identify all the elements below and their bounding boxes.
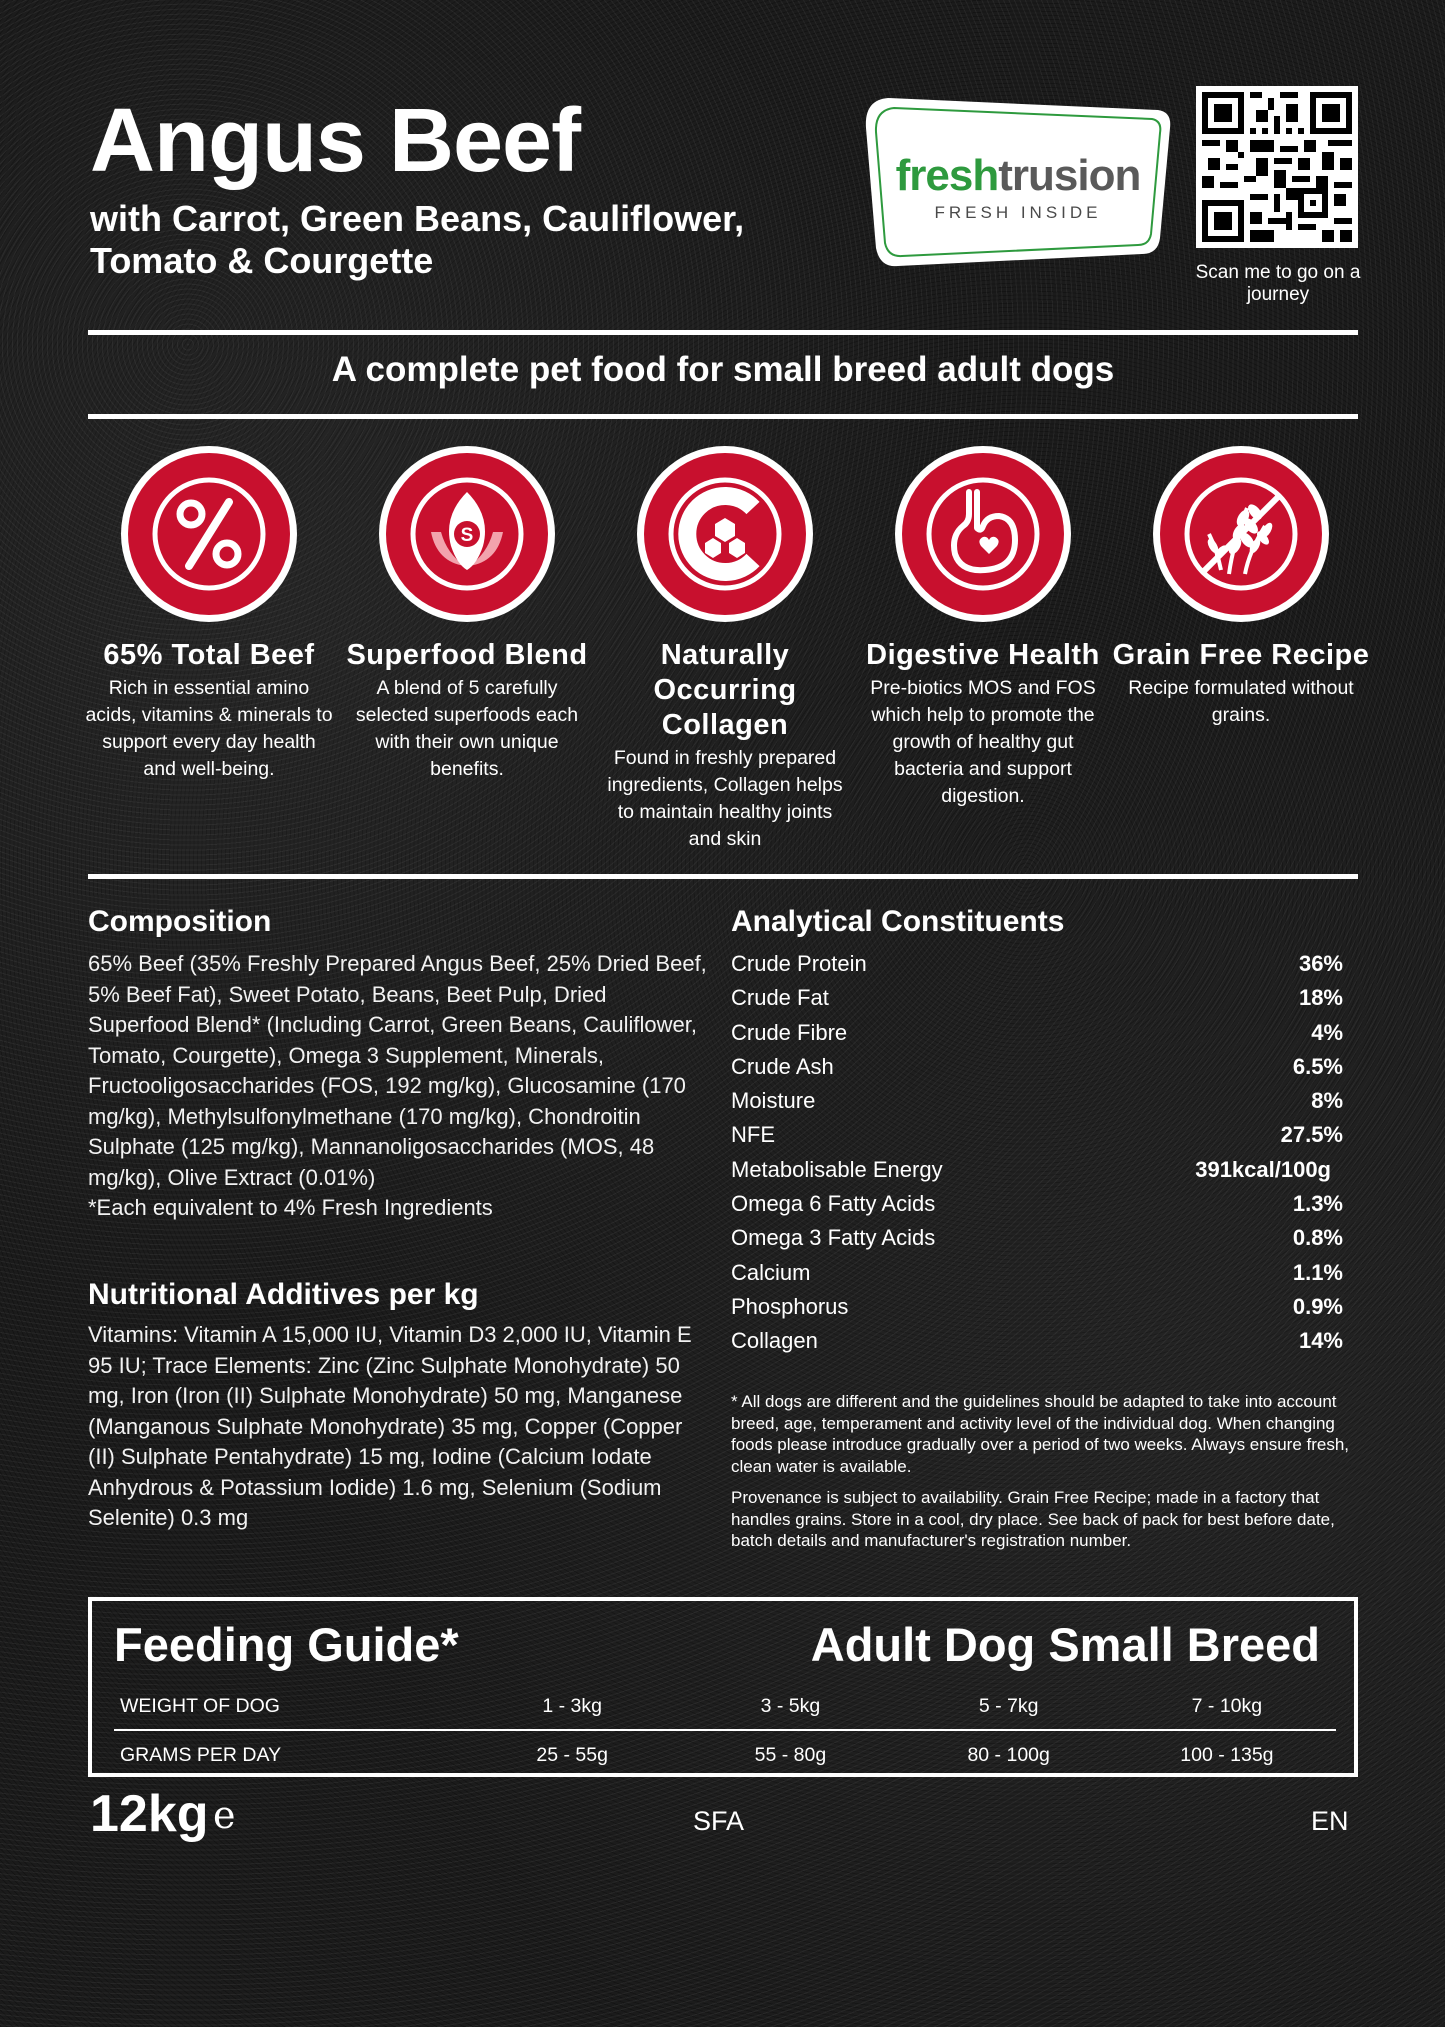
feature-text: Pre-biotics MOS and FOS which help to promote the growth of healthy gut bacteria and support digestion. — [870, 677, 1096, 807]
product-tagline: A complete pet food for small breed adult dogs — [331, 350, 1115, 389]
constituent-name: Crude Protein — [731, 951, 867, 976]
feature-text: A blend of 5 carefully selected superfoods each with their own unique benefits. — [355, 677, 579, 780]
constituent-value: 36% — [1298, 951, 1343, 976]
table-row — [731, 1290, 1345, 1324]
constituent-name: Crude Ash — [731, 1053, 834, 1079]
constituent-name: Collagen — [731, 1328, 818, 1354]
percent-icon — [149, 474, 269, 594]
constituent-value: 8% — [1311, 1088, 1343, 1114]
feature-badge — [379, 446, 555, 622]
composition-text — [88, 949, 708, 1224]
constituent-value: 391kcal/100g — [1195, 1156, 1331, 1182]
table-row — [731, 947, 1345, 981]
table-row — [731, 981, 1345, 1015]
constituent-value: 6.5% — [1292, 1053, 1343, 1079]
table-row — [731, 1016, 1345, 1050]
estimated-sign: e — [213, 1793, 236, 1837]
feature-badge — [895, 446, 1071, 622]
table-cell: 25 - 55g — [536, 1743, 608, 1766]
table-row — [731, 1324, 1345, 1358]
table-cell: 80 - 100g — [967, 1743, 1050, 1766]
table-row — [731, 1256, 1345, 1290]
table-cell: 7 - 10kg — [1191, 1694, 1263, 1717]
constituent-value: 0.9% — [1292, 1293, 1343, 1319]
feeding-guide-subtitle: Adult Dog Small Breed — [810, 1618, 1320, 1671]
table-cell: 3 - 5kg — [760, 1694, 821, 1717]
logo-tagline: FRESH INSIDE — [934, 203, 1102, 222]
feature-title: Superfood Blend — [346, 639, 588, 671]
table-row — [731, 1084, 1345, 1118]
additives-heading: Nutritional Additives per kg — [88, 1278, 479, 1311]
qr-caption: Scan me to go on a journey — [1195, 262, 1361, 305]
superfood-leaf-icon — [407, 474, 527, 594]
svg-text:freshtrusion — [896, 151, 1141, 200]
analytical-table — [731, 947, 1345, 1359]
constituent-name: Moisture — [731, 1088, 816, 1114]
feature-digestive — [854, 446, 1112, 866]
svg-text:S: S — [460, 525, 474, 546]
constituent-name: Calcium — [731, 1259, 811, 1285]
constituent-value: 27.5% — [1280, 1122, 1343, 1148]
feature-list — [80, 446, 1370, 866]
table-cell: 100 - 135g — [1180, 1743, 1274, 1766]
table-row — [731, 1050, 1345, 1084]
constituent-value: 4% — [1311, 1019, 1343, 1045]
constituent-value: 1.3% — [1292, 1191, 1343, 1217]
table-cell: 55 - 80g — [754, 1743, 827, 1766]
feature-title: Grain Free Recipe — [1112, 639, 1370, 671]
constituent-value: 14% — [1298, 1328, 1343, 1354]
logo-word-fresh: fresh — [895, 151, 999, 200]
feature-collagen — [596, 446, 854, 866]
constituent-name: Crude Fat — [731, 985, 829, 1011]
constituent-name: Phosphorus — [731, 1293, 849, 1319]
table-cell: 1 - 3kg — [542, 1694, 602, 1717]
net-weight: 12kg — [90, 1785, 209, 1843]
feature-badge — [637, 446, 813, 622]
freshtrusion-logo — [858, 88, 1178, 274]
feature-text: Found in freshly prepared ingredients, Collagen helps to maintain healthy joints and skin — [607, 747, 843, 850]
table-row — [114, 1731, 1336, 1779]
language-code: EN — [1311, 1806, 1349, 1836]
feature-total-beef — [80, 446, 338, 866]
table-row — [731, 1153, 1345, 1187]
feature-title: Naturally Occurring Collagen — [653, 639, 797, 741]
feeding-note: * All dogs are different and the guidelines should be adapted to take into account breed, age, temperament and activity level of the individual dog. When changing foods please introduce gradually over a period of two weeks. Always ensure fresh, clean water is available. — [731, 1392, 1350, 1476]
constituent-name: Omega 6 Fatty Acids — [731, 1191, 936, 1217]
composition-heading: Composition — [88, 905, 272, 938]
table-row — [731, 1118, 1345, 1152]
product-title: Angus Beef — [90, 91, 581, 191]
table-row — [731, 1187, 1345, 1221]
feature-title: Digestive Health — [866, 639, 1100, 671]
feature-title: 65% Total Beef — [103, 639, 315, 671]
product-subtitle: with Carrot, Green Beans, Cauliflower, Tomato & Courgette — [90, 198, 745, 281]
qr-code[interactable] — [1196, 86, 1358, 248]
no-grain-icon — [1181, 474, 1301, 594]
divider — [88, 874, 1358, 879]
table-cell: 5 - 7kg — [978, 1694, 1039, 1717]
constituent-name: Omega 3 Fatty Acids — [731, 1225, 936, 1251]
constituent-name: Crude Fibre — [731, 1019, 848, 1045]
collagen-icon — [665, 474, 785, 594]
additives-text: Vitamins: Vitamin A 15,000 IU, Vitamin D3 2,000 IU, Vitamin E 95 IU; Trace Elements: Zinc (Zinc Sulphate Monohydrate) 50 mg, Iron (Iron (II) Sulphate Monohydrate) 50 mg, Manganese (Manganous Sulphate Monohydrate) 35 mg, Copper (Copper (II) Sulphate Pentahydrate) 15 mg, Iodine (Calcium Iodate Anhydrous & Potassium Iodide) 1.6 mg, Selenium (Sodium Selenite) 0.3 mg — [88, 1322, 692, 1530]
sfa-mark: SFA — [693, 1806, 745, 1836]
feeding-guide — [88, 1597, 1358, 1777]
constituent-value: 18% — [1298, 985, 1343, 1011]
constituent-name: Metabolisable Energy — [731, 1156, 943, 1182]
table-row — [731, 1221, 1345, 1255]
feature-badge — [121, 446, 297, 622]
feature-superfood — [338, 446, 596, 866]
logo-word-trusion: trusion — [998, 151, 1141, 200]
feature-badge — [1153, 446, 1329, 622]
feature-text: Rich in essential amino acids, vitamins & minerals to support every day health and well-being. — [85, 677, 333, 780]
table-row — [114, 1683, 1336, 1731]
constituent-value: 0.8% — [1292, 1225, 1343, 1251]
analytical-heading: Analytical Constituents — [731, 905, 1065, 938]
composition-footnote: *Each equivalent to 4% Fresh Ingredients — [88, 1195, 493, 1220]
feature-grain-free — [1112, 446, 1370, 866]
stomach-heart-icon — [923, 474, 1043, 594]
constituent-name: NFE — [731, 1122, 775, 1148]
feeding-guide-title: Feeding Guide* — [114, 1618, 459, 1671]
row-label: WEIGHT OF DOG — [120, 1694, 280, 1717]
divider — [88, 414, 1358, 419]
composition-ingredients: 65% Beef (35% Freshly Prepared Angus Beef, 25% Dried Beef, 5% Beef Fat), Sweet Potato, Beans, Beet Pulp, Dried Superfood Blend* (Including Carrot, Green Beans, Cauliflower, Tomato, Courgette), Omega 3 Supplement, Minerals, Fructooligosaccharides (FOS, 192 mg/kg), Glucosamine (170 mg/kg), Methylsulfonylmethane (170 mg/kg), Chondroitin Sulphate (125 mg/kg), Mannanoligosaccharides (MOS, 48 mg/kg), Olive Extract (0.01%) — [88, 951, 707, 1190]
constituent-value: 1.1% — [1292, 1259, 1343, 1285]
provenance-note: Provenance is subject to availability. Grain Free Recipe; made in a factory that handles grains. Store in a cool, dry place. See back of pack for best before date, batch details and manufacturer's registration number. — [731, 1488, 1335, 1550]
feature-text: Recipe formulated without grains. — [1128, 677, 1354, 726]
row-label: GRAMS PER DAY — [120, 1743, 282, 1766]
divider — [88, 330, 1358, 335]
